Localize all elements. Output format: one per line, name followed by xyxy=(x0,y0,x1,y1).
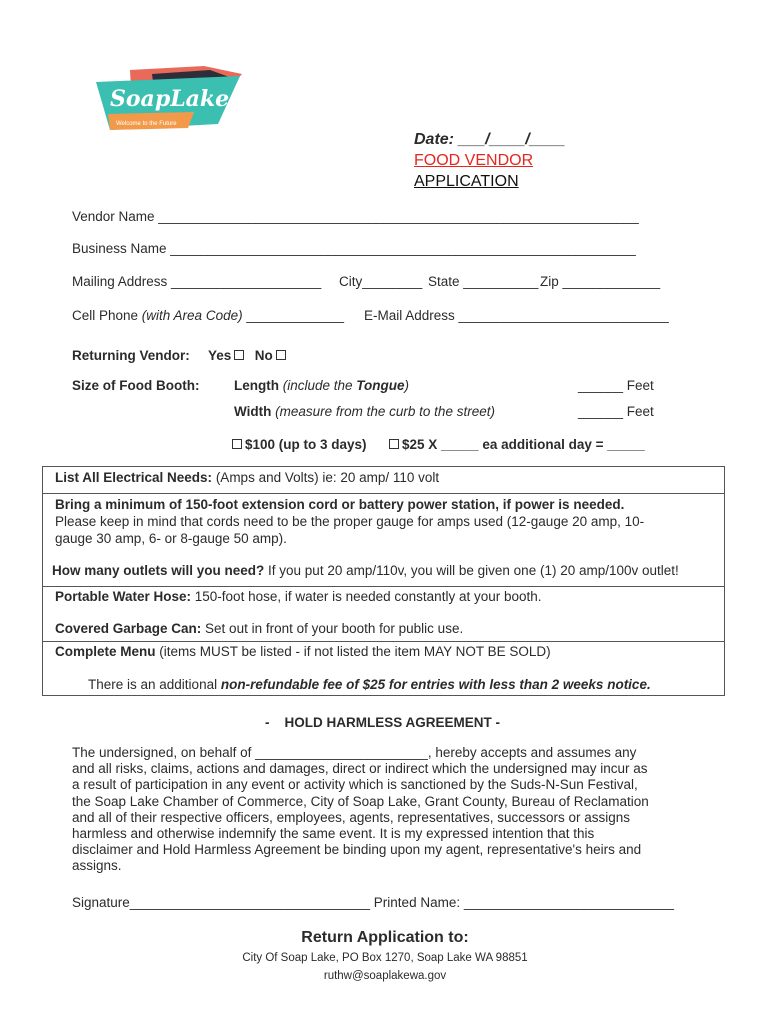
water-hose-label: Portable Water Hose: xyxy=(55,589,192,604)
return-heading: Return Application to: xyxy=(301,929,469,946)
return-email[interactable]: ruthw@soaplakewa.gov xyxy=(323,970,447,982)
state-field[interactable]: State __________ xyxy=(428,274,539,289)
booth-size-label: Size of Food Booth: xyxy=(72,378,200,393)
fee-additional-day xyxy=(386,437,645,452)
title-application: APPLICATION xyxy=(414,173,519,190)
length-hint: (include the xyxy=(282,378,357,393)
complete-menu-text: (items MUST be listed - if not listed the item MAY NOT BE SOLD) xyxy=(155,644,551,659)
city-field[interactable]: City________ xyxy=(339,274,423,289)
paragraph-line: harmless and otherwise indemnify the same event. It is my expressed intention that this xyxy=(72,826,595,842)
paragraph-line: assigns. xyxy=(72,858,122,874)
cell-phone-field[interactable] xyxy=(72,308,344,323)
length-field xyxy=(234,378,409,393)
email-address-field[interactable]: E-Mail Address ____________________________ xyxy=(364,308,669,323)
length-hint-close: ) xyxy=(404,378,410,393)
yes-checkbox[interactable] xyxy=(234,350,244,360)
cell-phone-blank: _____________ xyxy=(242,308,344,323)
divider xyxy=(42,641,725,642)
date-field[interactable]: Date: ___/____/____ xyxy=(414,131,566,148)
complete-menu[interactable] xyxy=(55,644,551,659)
garbage-can-text: Set out in front of your booth for public use. xyxy=(201,621,464,636)
logo-text: SoapLake xyxy=(110,86,230,112)
width-label: Width xyxy=(234,404,276,419)
heading-text: HOLD HARMLESS AGREEMENT - xyxy=(284,715,501,730)
soap-lake-logo xyxy=(92,62,252,142)
paragraph-line: the Soap Lake Chamber of Commerce, City of Soap Lake, Grant County, Bureau of Reclamation xyxy=(72,793,649,809)
vendor-name-field[interactable]: Vendor Name ________________________________________________________________ xyxy=(72,209,639,224)
business-name-field[interactable]: Business Name ______________________________________________________________ xyxy=(72,241,636,256)
cord-gauge-note-2: gauge 30 amp, 6- or 8-gauge 50 amp). xyxy=(55,531,287,546)
divider xyxy=(42,493,725,494)
width-field xyxy=(234,404,495,419)
hold-harmless-paragraph xyxy=(72,745,649,875)
heading-dash: - xyxy=(265,715,270,730)
complete-menu-label: Complete Menu xyxy=(55,644,156,659)
paragraph-line: a result of participation in any event or activity which is sanctioned by the Suds-N-Sun Festival, xyxy=(72,777,638,793)
water-hose-text: 150-foot hose, if water is needed constantly at your booth. xyxy=(191,589,542,604)
cell-phone-hint: (with Area Code) xyxy=(141,308,243,323)
paragraph-line: and all of their respective officers, employees, agents, representatives, successors or assigns xyxy=(72,809,631,825)
fee-additional-checkbox[interactable] xyxy=(389,439,399,449)
extension-cord-notice: Bring a minimum of 150-foot extension cord or battery power station, if power is needed. xyxy=(55,497,625,512)
length-label: Length xyxy=(234,378,283,393)
late-fee-text: There is an additional xyxy=(88,677,221,692)
paragraph-line: and all risks, claims, actions and damages, direct or indirect which the undersigned may incur as xyxy=(72,761,648,777)
cord-gauge-note-1: Please keep in mind that cords need to be the proper gauge for amps used (12-gauge 20 amp, 10- xyxy=(55,514,645,529)
hold-harmless-heading xyxy=(265,715,500,730)
paragraph-line: disclaimer and Hold Harmless Agreement be binding upon my agent, representative's heirs and xyxy=(72,842,642,858)
cell-phone-label: Cell Phone xyxy=(72,308,142,323)
water-hose-requirement xyxy=(55,589,542,604)
garbage-can-label: Covered Garbage Can: xyxy=(55,621,202,636)
fee-3-days-label: $100 (up to 3 days) xyxy=(245,437,367,452)
no-label: No xyxy=(254,348,273,363)
outlets-question-label: How many outlets will you need? xyxy=(52,563,265,578)
mailing-address-field[interactable]: Mailing Address ____________________ xyxy=(72,274,322,289)
zip-field[interactable]: Zip _____________ xyxy=(540,274,661,289)
fee-3-days xyxy=(229,437,367,452)
paragraph-line[interactable]: The undersigned, on behalf of _______________________, hereby accepts and assumes any xyxy=(72,745,637,760)
fee-additional-label: $25 X _____ ea additional day = _____ xyxy=(402,437,645,452)
electrical-needs-text: (Amps and Volts) ie: 20 amp/ 110 volt xyxy=(212,470,440,485)
logo-tagline: Welcome to the Future xyxy=(116,121,177,127)
late-fee-notice xyxy=(88,677,651,692)
electrical-needs[interactable] xyxy=(55,470,439,485)
width-hint: (measure from the curb to the street) xyxy=(275,404,495,419)
return-address: City Of Soap Lake, PO Box 1270, Soap Lake WA 98851 xyxy=(242,952,528,964)
fee-3-days-checkbox[interactable] xyxy=(232,439,242,449)
signature-line[interactable]: Signature________________________________ Printed Name: ____________________________ xyxy=(72,895,675,910)
width-feet-field[interactable]: ______ Feet xyxy=(578,404,654,419)
length-hint-tongue: Tongue xyxy=(356,378,405,393)
outlets-question[interactable] xyxy=(52,563,679,578)
returning-vendor-label: Returning Vendor: xyxy=(72,348,190,363)
electrical-needs-label: List All Electrical Needs: xyxy=(55,470,213,485)
returning-vendor-options xyxy=(208,348,289,363)
length-feet-field[interactable]: ______ Feet xyxy=(578,378,654,393)
title-food-vendor: FOOD VENDOR xyxy=(414,152,534,169)
late-fee-emphasis: non-refundable fee of $25 for entries with less than 2 weeks notice. xyxy=(220,677,651,692)
garbage-can-requirement xyxy=(55,621,463,636)
divider xyxy=(42,586,725,587)
yes-label: Yes xyxy=(208,348,232,363)
no-checkbox[interactable] xyxy=(276,350,286,360)
outlets-question-text: If you put 20 amp/110v, you will be given one (1) 20 amp/100v outlet! xyxy=(264,563,679,578)
